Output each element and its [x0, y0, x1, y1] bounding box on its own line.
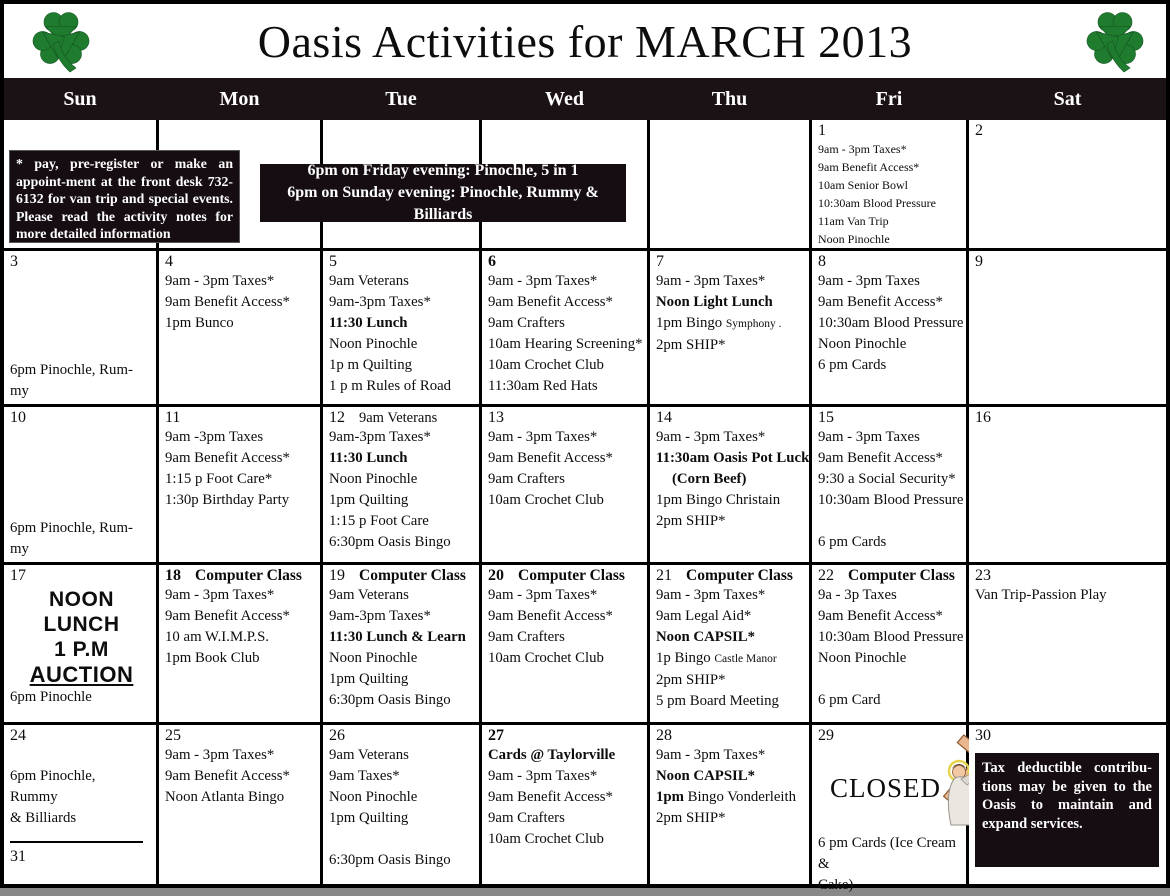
date-row [818, 727, 963, 745]
date-number: 20 [488, 567, 504, 584]
event-item: 1pm Bunco [165, 315, 234, 331]
event-item: Noon Light Lunch [656, 294, 773, 310]
date-number: 5 [329, 253, 337, 270]
event-item: 6pm Pinochle, Rum- [10, 362, 133, 378]
event-list [165, 427, 317, 511]
calendar-cell-28 [650, 725, 809, 884]
event-item: 10:30am Blood Pressure [818, 196, 936, 210]
event-item: 1pm Bingo Christain [656, 492, 781, 508]
event-item: Noon Pinochle [329, 789, 418, 805]
event-item: 1 p m Rules of Road [329, 378, 452, 394]
calendar-cell-16 [969, 407, 1166, 562]
date-row [975, 253, 1163, 271]
announcement [10, 587, 153, 687]
date-number: 15 [818, 409, 834, 426]
date-number: 9 [975, 253, 983, 270]
event-item: 11:30am Red Hats [488, 378, 598, 394]
event-item: Noon Pinochle [818, 232, 890, 246]
calendar-cell-2 [969, 120, 1166, 248]
event-item: 10 am W.I.M.P.S. [165, 629, 270, 645]
event-item: 11:30am Oasis Pot Luck [656, 450, 810, 466]
date-number: 30 [975, 727, 991, 744]
date-number: 22 [818, 567, 834, 584]
event-item: 9am Crafters [488, 471, 565, 487]
event-item: 6:30pm Oasis Bingo [329, 534, 451, 550]
date-number: 1 [818, 122, 826, 139]
date-heading: Computer Class [686, 567, 793, 584]
event-item: Noon Pinochle [329, 650, 418, 666]
divider-line [10, 841, 143, 843]
event-item: Noon Pinochle [818, 650, 907, 666]
date-number: 25 [165, 727, 181, 744]
event-item: (Corn Beef) [672, 471, 747, 487]
event-item: 10am Crochet Club [488, 650, 604, 666]
spacer [818, 669, 963, 690]
event-item: 9am - 3pm Taxes [818, 429, 920, 445]
event-item: 9am - 3pm Taxes* [165, 587, 275, 603]
event-list [329, 427, 476, 553]
event-item: 1pm Book Club [165, 650, 260, 666]
event-list [329, 585, 476, 711]
date-number: 23 [975, 567, 991, 584]
registration-note: * pay, pre-register or make an appoint-ment at the front desk 732-6132 for van trip and special events. Please read the activity notes for more detailed information [9, 150, 240, 243]
event-list [488, 585, 644, 669]
event-item: 6 pm Cards (Ice Cream & [818, 835, 957, 872]
event-item: 11:30 Lunch & Learn [329, 629, 466, 645]
event-list [656, 585, 806, 712]
event-item: 9am - 3pm Taxes* [818, 142, 907, 156]
event-item: 6pm Pinochle [10, 689, 92, 705]
event-item: 9am Benefit Access* [488, 450, 613, 466]
event-item: 6pm Pinochle, Rum- [10, 520, 133, 536]
weekday-thu: Thu [711, 87, 748, 110]
event-item: Noon Pinochle [329, 471, 418, 487]
event-list [329, 745, 476, 871]
date-row [10, 727, 153, 745]
announcement-underlined: AUCTION [29, 662, 134, 687]
event-item: Noon Atlanta Bingo [165, 789, 285, 805]
event-item: 9am - 3pm Taxes* [488, 429, 598, 445]
date-row [165, 727, 317, 745]
event-item: 1pm Bingo Vonderleith [656, 789, 797, 805]
calendar-cell-25 [159, 725, 320, 884]
evening-note-line1: 6pm on Friday evening: Pinochle, 5 in 1 [307, 162, 579, 179]
date-heading: Computer Class [359, 567, 466, 584]
date-heading: 9am Veterans [359, 410, 438, 426]
calendar-cell-7 [650, 251, 809, 404]
spacer [329, 829, 476, 850]
date-number: 21 [656, 567, 672, 584]
calendar-cell-23 [969, 565, 1166, 722]
event-item: 9am Benefit Access* [165, 768, 290, 784]
event-item: 11:30 Lunch [329, 450, 408, 466]
event-item: 9am - 3pm Taxes* [165, 273, 275, 289]
event-item: 2pm SHIP* [656, 810, 726, 826]
date-number: 11 [165, 409, 181, 426]
event-item: my [10, 383, 29, 399]
announcement-line: NOON [49, 588, 114, 611]
calendar-cell-20 [482, 565, 647, 722]
calendar-cell-10 [4, 407, 156, 562]
calendar-cell-24 [4, 725, 156, 884]
event-item: 9am Benefit Access* [818, 450, 943, 466]
date-number: 8 [818, 253, 826, 270]
date-number: 13 [488, 409, 504, 426]
date-row [656, 727, 806, 745]
event-item: 9am - 3pm Taxes [818, 273, 920, 289]
event-item: 6:30pm Oasis Bingo [329, 852, 451, 868]
calendar-cell-11 [159, 407, 320, 562]
event-item: 9am Benefit Access* [488, 294, 613, 310]
date-number: 17 [10, 567, 26, 584]
event-list [818, 271, 963, 376]
date-row [818, 409, 963, 427]
event-item: 1:15 p Foot Care [329, 513, 429, 529]
date-row [818, 253, 963, 271]
date-number: 24 [10, 727, 26, 744]
event-item: 6pm Pinochle, [10, 768, 96, 784]
date-number: 14 [656, 409, 672, 426]
event-item: 9am-3pm Taxes* [329, 294, 431, 310]
event-item: 9am - 3pm Taxes* [165, 747, 275, 763]
event-item: 1pm Bingo Symphony . [656, 315, 782, 331]
event-item: 10am Hearing Screening* [488, 336, 643, 352]
event-item: 9am Benefit Access* [488, 608, 613, 624]
event-item: 10:30am Blood Pressure [818, 629, 964, 645]
event-item: 1:15 p Foot Care* [165, 471, 273, 487]
event-list [656, 427, 810, 532]
calendar-cell-6 [482, 251, 647, 404]
event-item: 9am - 3pm Taxes* [488, 273, 598, 289]
date-row [975, 727, 1163, 745]
date-number: 10 [10, 409, 26, 426]
date-number: 31 [10, 848, 26, 865]
weekday-sat: Sat [1053, 87, 1082, 110]
date-row [656, 409, 806, 427]
event-item: 9am Legal Aid* [656, 608, 752, 624]
date-number: 4 [165, 253, 173, 270]
event-item: 2pm SHIP* [656, 337, 726, 353]
event-item: 9am Veterans [329, 747, 409, 763]
calendar-cell-8 [812, 251, 966, 404]
date-number: 27 [488, 727, 504, 744]
calendar-cell-3 [4, 251, 156, 404]
event-detail: Castle Manor [714, 653, 777, 665]
date-number: 12 [329, 409, 345, 426]
calendar-cell-9 [969, 251, 1166, 404]
date-heading: Computer Class [195, 567, 302, 584]
event-list [10, 687, 153, 708]
date-row [818, 122, 963, 140]
event-list [975, 585, 1163, 606]
date-row [488, 253, 644, 271]
event-item: Noon CAPSIL* [656, 629, 756, 645]
spacer [818, 511, 963, 532]
event-item: 10am Senior Bowl [818, 178, 908, 192]
calendar-cell-21 [650, 565, 809, 722]
date-number: 18 [165, 567, 181, 584]
event-list [329, 271, 476, 397]
event-item: 9am Benefit Access* [488, 789, 613, 805]
weekday-header-bar [4, 78, 1166, 120]
event-item: 10:30am Blood Pressure [818, 315, 964, 331]
weekday-mon: Mon [219, 87, 260, 110]
event-item: 5 pm Board Meeting [656, 693, 779, 709]
event-list [10, 745, 153, 867]
calendar-cell-29 [812, 725, 966, 893]
event-list [488, 745, 644, 850]
event-item: 9am - 3pm Taxes* [656, 273, 766, 289]
event-list [165, 585, 317, 669]
event-list [165, 745, 317, 808]
page-title: Oasis Activities for MARCH 2013 [257, 15, 913, 67]
calendar-cell-19 [323, 565, 479, 722]
date-row [488, 409, 644, 427]
event-list [656, 745, 806, 829]
calendar-cell-30 [969, 725, 1166, 884]
event-item: 9am Benefit Access* [165, 608, 290, 624]
event-item: & Billiards [10, 810, 77, 826]
event-item: 9am Crafters [488, 315, 565, 331]
date-row [975, 567, 1163, 585]
event-item: 1pm Quilting [329, 492, 409, 508]
event-list [818, 427, 963, 553]
event-item: 9am -3pm Taxes [165, 429, 264, 445]
event-item: 1p Bingo Castle Manor [656, 650, 777, 666]
event-list [488, 271, 644, 397]
date-row [329, 253, 476, 271]
event-item: Cards @ Taylorville [488, 747, 616, 763]
event-list-bottom [10, 360, 153, 402]
event-list [818, 833, 963, 896]
title-bar [4, 4, 1166, 78]
calendar-cell-12 [323, 407, 479, 562]
calendar-cell-4 [159, 251, 320, 404]
event-item: Noon Pinochle [818, 336, 907, 352]
date-row [488, 567, 644, 585]
weekday-sun: Sun [63, 87, 97, 110]
date-row [10, 567, 153, 585]
date-row [656, 567, 806, 585]
event-item: 9am Crafters [488, 629, 565, 645]
date-row [10, 253, 153, 271]
evening-activities-note [260, 164, 626, 222]
date-row [165, 409, 317, 427]
event-item: 10am Crochet Club [488, 357, 604, 373]
event-item: 11:30 Lunch [329, 315, 408, 331]
event-item: Rummy [10, 789, 58, 805]
closed-row [818, 745, 963, 833]
event-item: 6 pm Card [818, 692, 881, 708]
calendar-cell-26 [323, 725, 479, 884]
event-item: 9am Benefit Access* [165, 294, 290, 310]
event-item: 10:30am Blood Pressure [818, 492, 964, 508]
calendar-cell-empty [650, 120, 809, 248]
date-number: 28 [656, 727, 672, 744]
date-row [165, 567, 317, 585]
date-number: 2 [975, 122, 983, 139]
event-item: 9am - 3pm Taxes* [488, 768, 598, 784]
date-row [10, 409, 153, 427]
event-item: 9am Benefit Access* [818, 160, 920, 174]
date-row [329, 409, 476, 427]
announcement-line: 1 P.M [54, 638, 109, 661]
date-number: 26 [329, 727, 345, 744]
event-item: 9am - 3pm Taxes* [488, 587, 598, 603]
tax-note: Tax deductible contribu-tions may be given to the Oasis to maintain and expand services. [975, 753, 1159, 867]
date-heading: Computer Class [518, 567, 625, 584]
date-row [488, 727, 644, 745]
shamrock-icon [1082, 8, 1148, 76]
event-item: 9am - 3pm Taxes* [656, 747, 766, 763]
event-item: 1p m Quilting [329, 357, 413, 373]
calendar-cell-13 [482, 407, 647, 562]
evening-note-line2: 6pm on Sunday evening: Pinochle, Rummy & Billiards [287, 184, 599, 223]
weekday-tue: Tue [385, 87, 417, 110]
event-item: 9:30 a Social Security* [818, 471, 956, 487]
event-time: 1pm [656, 789, 684, 805]
closed-label: CLOSED [830, 773, 942, 803]
event-item: Van Trip-Passion Play [975, 587, 1107, 603]
spacer [10, 745, 153, 766]
date-row [975, 122, 1163, 140]
event-item: 2pm SHIP* [656, 513, 726, 529]
calendar-cell-1 [812, 120, 966, 248]
date-row [329, 567, 476, 585]
event-item: 6 pm Cards [818, 357, 887, 373]
event-item: 9am - 3pm Taxes* [656, 429, 766, 445]
event-item: 6 pm Cards [818, 534, 887, 550]
date-row [165, 253, 317, 271]
event-item: 9am-3pm Taxes* [329, 429, 431, 445]
event-item: 9am - 3pm Taxes* [656, 587, 766, 603]
event-item: Noon CAPSIL* [656, 768, 756, 784]
event-item: 10am Crochet Club [488, 492, 604, 508]
date-number: 3 [10, 253, 18, 270]
event-item: 9am Benefit Access* [165, 450, 290, 466]
date-number: 19 [329, 567, 345, 584]
event-list [165, 271, 317, 334]
shamrock-icon [28, 8, 94, 76]
weekday-fri: Fri [875, 87, 903, 110]
date-number: 6 [488, 253, 496, 270]
event-list [488, 427, 644, 511]
calendar-cell-15 [812, 407, 966, 562]
event-item: 2pm SHIP* [656, 672, 726, 688]
event-item: 9am Taxes* [329, 768, 400, 784]
date-row [975, 409, 1163, 427]
date-row [329, 727, 476, 745]
calendar-cell-14 [650, 407, 809, 562]
event-item: 1:30p Birthday Party [165, 492, 290, 508]
event-list [656, 271, 806, 356]
event-item: Noon Pinochle [329, 336, 418, 352]
event-item: 1pm Quilting [329, 671, 409, 687]
event-item: 10am Crochet Club [488, 831, 604, 847]
calendar-cell-27 [482, 725, 647, 884]
date-number: 7 [656, 253, 664, 270]
calendar-cell-18 [159, 565, 320, 722]
event-list [818, 140, 963, 248]
event-item: 1pm Quilting [329, 810, 409, 826]
event-item: 9am Veterans [329, 587, 409, 603]
event-item: 11am Van Trip [818, 214, 889, 228]
date-number: 16 [975, 409, 991, 426]
event-list [818, 585, 963, 711]
event-item: 9am Benefit Access* [818, 294, 943, 310]
calendar-cell-17 [4, 565, 156, 722]
event-list-bottom [10, 518, 153, 560]
weekday-wed: Wed [545, 87, 584, 110]
event-item: 9am Benefit Access* [818, 608, 943, 624]
date-heading: Computer Class [848, 567, 955, 584]
event-item: 9am-3pm Taxes* [329, 608, 431, 624]
event-item: 9am Crafters [488, 810, 565, 826]
calendar-cell-22 [812, 565, 966, 722]
event-item: my [10, 541, 29, 557]
event-item: 9a - 3p Taxes [818, 587, 897, 603]
date-row [656, 253, 806, 271]
event-item: Cake) [818, 877, 854, 893]
date-number: 29 [818, 727, 834, 744]
announcement-line: LUNCH [43, 613, 120, 636]
event-item: 6:30pm Oasis Bingo [329, 692, 451, 708]
calendar-cell-5 [323, 251, 479, 404]
date-row [818, 567, 963, 585]
event-detail: Symphony . [725, 318, 782, 330]
event-item: 9am Veterans [329, 273, 409, 289]
